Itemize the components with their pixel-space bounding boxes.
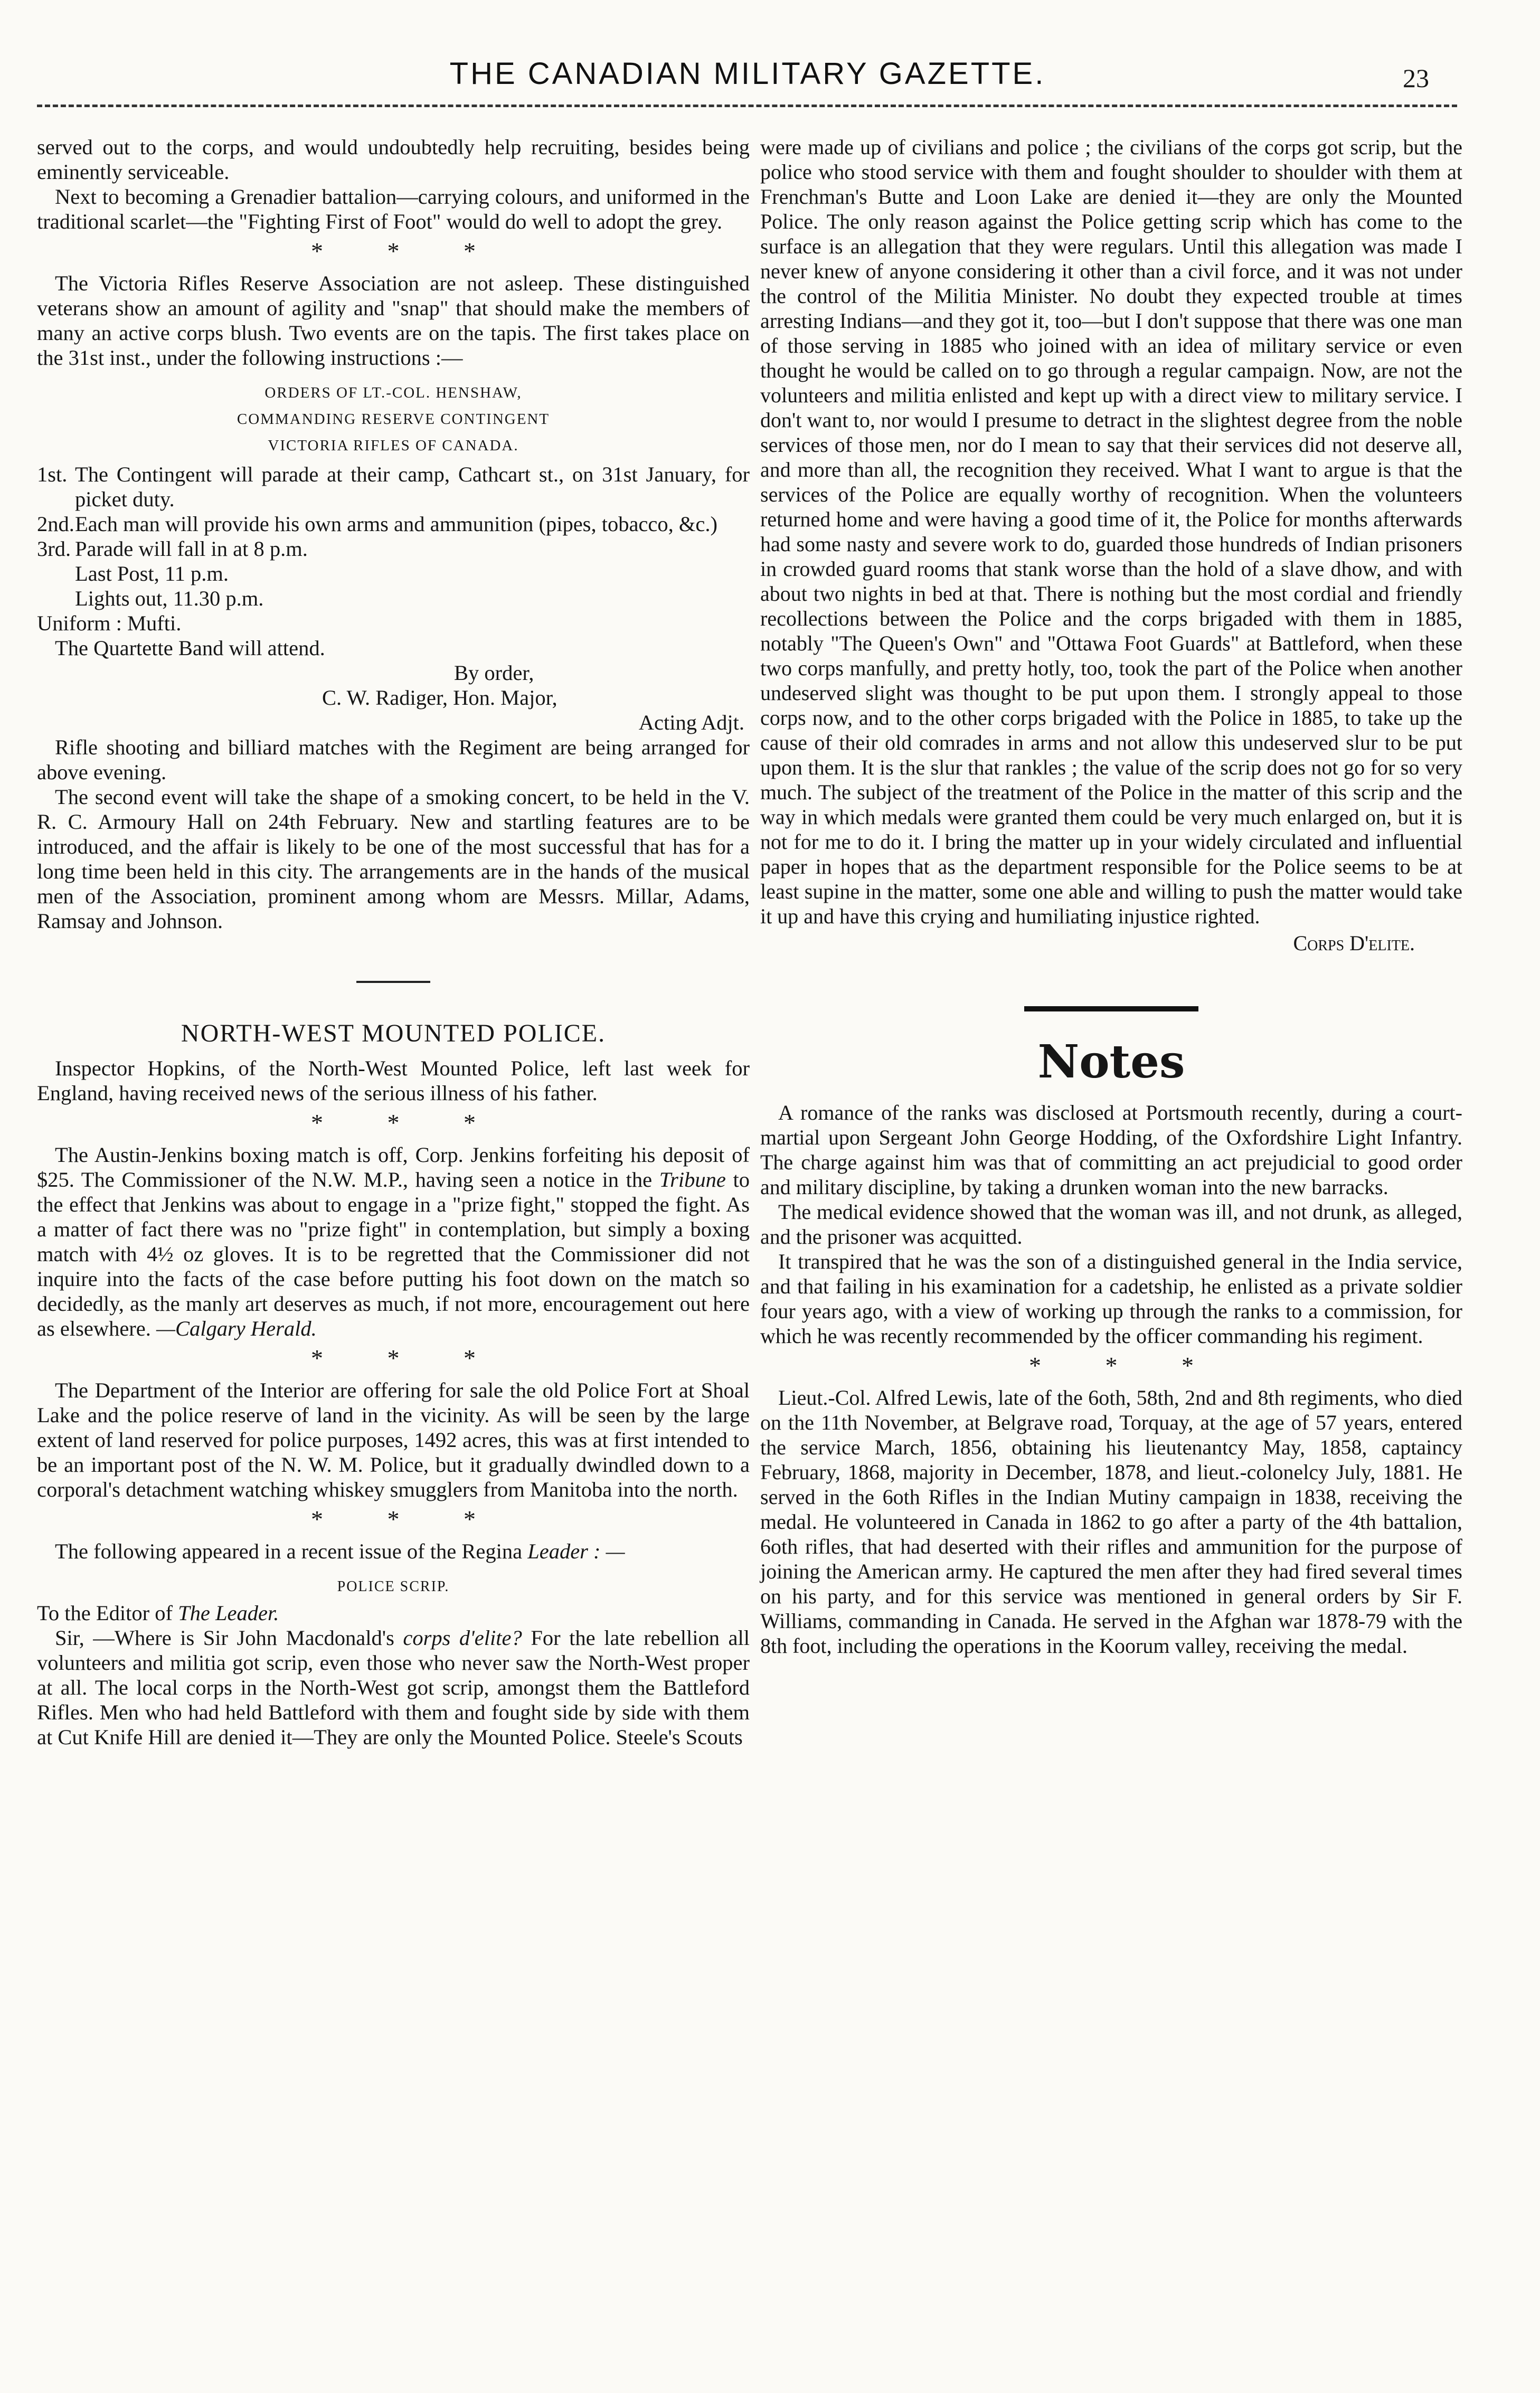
list-item-number: 2nd. xyxy=(37,512,74,536)
paragraph-italic: Tribune xyxy=(659,1168,726,1191)
orders-heading-line: COMMANDING RESERVE CONTINGENT xyxy=(237,411,550,428)
paragraph: The Department of the Interior are offering for sale the old Police Fort at Shoal Lake and the police reserve of land in the vicinity. As will be seen by the large extent of land reserved for police purposes, 1492 acres, this was at first intended to be an important post of the N. W. M. Police, but it gradually dwindled down to a corporal's detachment watching whiskey smugglers from Manitoba into the north. xyxy=(37,1378,750,1501)
masthead-title: THE CANADIAN MILITARY GAZETTE. xyxy=(449,56,1046,91)
paragraph: Lieut.-Col. Alfred Lewis, late of the 6oth, 58th, 2nd and 8th regiments, who died on the 11th November, at Belgrave road, Torquay, at the age of 57 years, entered the service March, 1856, obtaining his lieutenantcy May, 1858, captaincy February, 1868, majority in December, 1878, and lieut.-colonelcy July, 1881. He served in the 6oth Rifles in the Indian Mutiny campaign in 1838, receiving the medal. He volunteered in Canada in 1862 to go after a party of the 4th battalion, 6oth rifles, that had deserted with their rifles and ammunition for the purpose of joining the American army. He captured the men after they had fired several times on his party, and for this service was mentioned in general orders by Sir F. Williams, commanding in Canada. He served in the Afghan war 1878-79 with the 8th foot, including the operations in the Koorum valley, receiving the medal. xyxy=(760,1386,1462,1658)
orders-heading-line: VICTORIA RIFLES OF CANADA. xyxy=(268,437,519,454)
paragraph-italic: Leader : — xyxy=(527,1539,625,1563)
letter-salutation xyxy=(37,1601,750,1625)
list-subline: Lights out, 11.30 p.m. xyxy=(75,587,264,610)
list-item xyxy=(37,512,750,536)
section-rule xyxy=(1024,1006,1198,1011)
signature-name: C. W. Radiger, Hon. Major, xyxy=(322,686,558,710)
page-number: 23 xyxy=(1403,63,1429,93)
orders-heading-line: ORDERS OF LT.-COL. HENSHAW, xyxy=(264,384,522,401)
section-heading: NORTH-WEST MOUNTED POLICE. xyxy=(181,1019,606,1047)
paragraph: Next to becoming a Grenadier battalion—carrying colours, and uniformed in the traditional scarlet—the "Fighting First of Foot" would do well to adopt the grey. xyxy=(37,185,750,233)
section-break: * * * xyxy=(311,1345,476,1372)
source-credit: —Calgary Herald. xyxy=(156,1317,317,1340)
list-item xyxy=(37,536,750,561)
left-column xyxy=(37,135,750,1749)
header-rule xyxy=(37,105,1457,107)
paragraph-text: The following appeared in a recent issue of the Regina xyxy=(55,1539,523,1563)
paragraph-text: Sir, —Where is Sir John Macdonald's xyxy=(55,1626,394,1650)
orders-heading xyxy=(37,380,750,459)
paragraph: Uniform : Mufti. xyxy=(37,611,182,635)
notes-section xyxy=(760,1100,1462,1658)
paragraph-text: To the Editor of xyxy=(37,1601,173,1625)
list-subline: Last Post, 11 p.m. xyxy=(75,562,229,585)
paragraph: The second event will take the shape of a smoking concert, to be held in the V. R. C. Armoury Hall on 24th February. New and startling features are to be introduced, and the affair is likely to be one of the most successful that has for a long time been held in this city. The arrangements are in the hands of the musical men of the Association, prominent among whom are Messrs. Millar, Adams, Ramsay and Johnson. xyxy=(37,785,750,933)
right-column xyxy=(760,135,1462,1658)
list-item-text: The Contingent will parade at their camp, Cathcart st., on 31st January, for picket duty. xyxy=(75,462,750,511)
paragraph: It transpired that he was the son of a distinguished general in the India service, and that failing in his examination for a cadetship, he enlisted as a private soldier four years ago, with a view of working up through the ranks to a commission, for which he was recently recommended by the officer commanding his regiment. xyxy=(760,1250,1462,1348)
letter-signature: Corps D'elite. xyxy=(1293,931,1415,955)
paragraph xyxy=(37,1539,750,1564)
list-item-text: Parade will fall in at 8 p.m. xyxy=(75,537,308,561)
orders-list xyxy=(37,462,750,611)
paragraph xyxy=(37,1625,750,1749)
paragraph-text: The Austin-Jenkins boxing match is off, Corp. Jenkins forfeiting his deposit of $25. The Commissioner of the N.W. M.P., having seen a notice in the xyxy=(37,1143,750,1191)
paragraph: The medical evidence showed that the woman was ill, and not drunk, as alleged, and the prisoner was acquitted. xyxy=(760,1200,1462,1248)
section-break: * * * xyxy=(311,238,476,264)
paragraph: Rifle shooting and billiard matches with the Regiment are being arranged for above evening. xyxy=(37,735,750,784)
section-rule xyxy=(356,981,430,983)
section-break: * * * xyxy=(1029,1352,1194,1379)
notes-heading: Notes xyxy=(1037,1035,1185,1089)
signature-line: By order, xyxy=(454,661,534,685)
paragraph: served out to the corps, and would undoubtedly help recruiting, besides being eminently serviceable. xyxy=(37,135,750,184)
paragraph: Inspector Hopkins, of the North-West Mounted Police, left last week for England, having received news of the serious illness of his father. xyxy=(37,1056,750,1105)
paragraph: A romance of the ranks was disclosed at Portsmouth recently, during a court-martial upon Sergeant John George Hodding, of the Oxfordshire Light Infantry. The charge against him was that of committing an act prejudicial to good order and military discipline, by taking a drunken woman into the new barracks. xyxy=(760,1101,1462,1199)
paragraph-italic: The Leader. xyxy=(178,1601,279,1625)
paragraph-italic: corps d'elite? xyxy=(403,1626,522,1650)
list-item-number: 3rd. xyxy=(37,537,71,561)
section-break: * * * xyxy=(311,1506,476,1533)
section-break: * * * xyxy=(311,1109,476,1136)
paragraph-text: For the late rebellion all volunteers and militia got scrip, even those who never saw the North-West proper at all. The local corps in the North-West got scrip, amongst them the Battleford Rifles. Men who had held Battleford with them and fought side by side with them at Cut Knife Hill are denied it—They are only the Mounted Police. Steele's Scouts xyxy=(37,1626,750,1749)
list-item xyxy=(37,462,750,512)
paragraph: The Victoria Rifles Reserve Association are not asleep. These distinguished veterans show an amount of agility and "snap" that should make the members of many an active corps blush. Two events are on the tapis. The first takes place on the 31st inst., under the following instructions :— xyxy=(37,271,750,370)
signature-title: Acting Adjt. xyxy=(638,711,744,734)
letter-heading: POLICE SCRIP. xyxy=(337,1578,450,1595)
paragraph xyxy=(37,1142,750,1341)
paragraph: The Quartette Band will attend. xyxy=(55,636,325,660)
list-item-text: Each man will provide his own arms and ammunition (pipes, tobacco, &c.) xyxy=(75,512,717,536)
list-item-number: 1st. xyxy=(37,462,68,486)
paragraph-text: to the effect that Jenkins was about to engage in a "prize fight," stopped the fight. As a matter of fact there was no "prize fight" in contemplation, but simply a boxing match with 4½ oz gloves. It is to be regretted that the Commissioner did not inquire into the facts of the case before putting his foot down on the match so decidedly, as the manly art deserves as much, if not more, encouragement out here as elsewhere. xyxy=(37,1168,750,1340)
paragraph: were made up of civilians and police ; the civilians of the corps got scrip, but the police who stood service with them and fought shoulder to shoulder with them at Frenchman's Butte and Loon Lake are denied it—they are only the Mounted Police. The only reason against the Police getting scrip which has come to the surface is an allegation that they were regulars. Until this allegation was made I never knew of anyone considering it other than a civil force, and it was not under the control of the Militia Minister. No doubt they expected trouble at times arresting Indians—and they got it, too—but I don't suppose that there was one man of those serving in 1885 who joined with an idea of military service or even thought he would be called on to go through a regular campaign. Now, are not the volunteers and militia enlisted and kept up with a direct view to military service. I don't want to, nor would I presume to detract in the slightest degree from the noble services of those men, nor do I mean to say that their services did not deserve all, and more than all, the recognition they received. What I want to argue is that the services of the Police are equally worthy of recognition. When the volunteers returned home and were having a good time of it, the Police for months afterwards had some nasty and severe work to do, guarded those hundreds of Indian prisoners in crowded guard rooms that stank worse than the hold of a slave dhow, and with about two nights in bed at that. There is nothing but the most cordial and friendly recollections between the Police and the corps brigaded with them in 1885, notably "The Queen's Own" and "Ottawa Foot Guards" at Battleford, when these two corps manfully, and pretty hotly, too, took the part of the Police when another undeserved slight was thought to be put upon them. I strongly appeal to those corps now, and to the other corps brigaded with the Police in 1885, to take up the cause of their old comrades in arms and not allow this undeserved slur to be put upon them. It is the slur that rankles ; the value of the scrip does not go for so very much. The subject of the treatment of the Police in the matter of this scrip and the way in which medals were granted them could be very much enlarged on, but it is not for me to do it. I bring the matter up in your widely circulated and influential paper in hopes that as the department responsible for the Police seems to be at least supine in the matter, some one able and willing to push the matter would take it up and have this crying and humiliating injustice righted. xyxy=(760,135,1462,928)
